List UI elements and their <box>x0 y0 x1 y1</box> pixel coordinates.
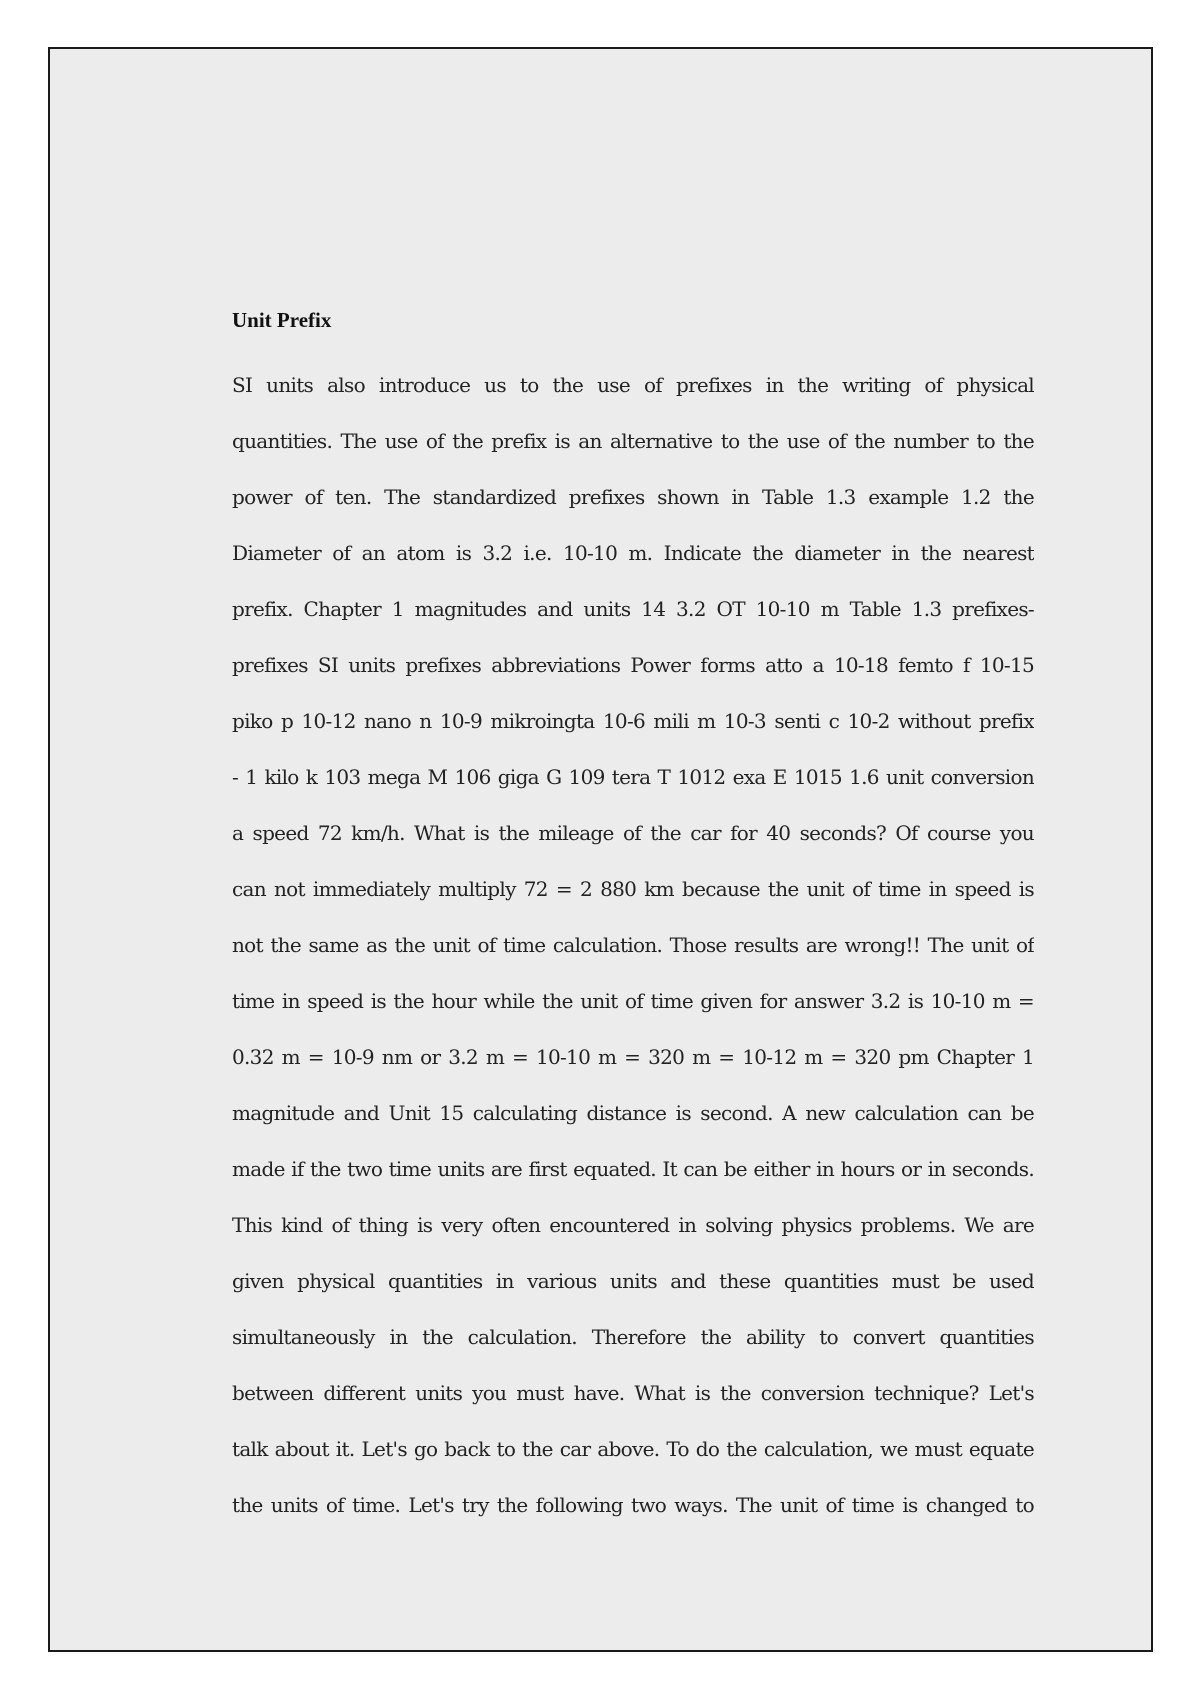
text-line: talk about it. Let's go back to the car above. To do the calculation, we must equate <box>232 1437 1034 1461</box>
text-line: quantities. The use of the prefix is an alternative to the use of the number to the <box>232 429 1034 453</box>
document-body <box>232 305 1034 1533</box>
body-paragraph <box>232 357 1034 1533</box>
text-line: between different units you must have. What is the conversion technique? Let's <box>232 1381 1034 1405</box>
text-line: magnitude and Unit 15 calculating distance is second. A new calculation can be <box>232 1101 1034 1125</box>
text-line: not the same as the unit of time calculation. Those results are wrong!! The unit of <box>232 933 1034 957</box>
text-line: given physical quantities in various units and these quantities must be used <box>232 1269 1034 1293</box>
text-line: prefixes SI units prefixes abbreviations Power forms atto a 10-18 femto f 10-15 <box>232 653 1034 677</box>
text-line: SI units also introduce us to the use of prefixes in the writing of physical <box>232 373 1034 397</box>
document-page <box>48 47 1153 1652</box>
text-line: time in speed is the hour while the unit of time given for answer 3.2 is 10-10 m = <box>232 989 1034 1013</box>
text-line: 0.32 m = 10-9 nm or 3.2 m = 10-10 m = 320 m = 10-12 m = 320 pm Chapter 1 <box>232 1045 1034 1069</box>
text-line: - 1 kilo k 103 mega M 106 giga G 109 tera T 1012 exa E 1015 1.6 unit conversion <box>232 765 1034 789</box>
text-line: This kind of thing is very often encountered in solving physics problems. We are <box>232 1213 1034 1237</box>
text-line: prefix. Chapter 1 magnitudes and units 14 3.2 OT 10-10 m Table 1.3 prefixes- <box>232 597 1034 621</box>
text-line: simultaneously in the calculation. Therefore the ability to convert quantities <box>232 1325 1034 1349</box>
text-line: made if the two time units are first equated. It can be either in hours or in seconds. <box>232 1157 1034 1181</box>
text-line: the units of time. Let's try the following two ways. The unit of time is changed to <box>232 1493 1034 1517</box>
section-heading: Unit Prefix <box>232 308 332 332</box>
text-line: power of ten. The standardized prefixes shown in Table 1.3 example 1.2 the <box>232 485 1034 509</box>
text-line: Diameter of an atom is 3.2 i.e. 10-10 m. Indicate the diameter in the nearest <box>232 541 1034 565</box>
text-line: piko p 10-12 nano n 10-9 mikroingta 10-6 mili m 10-3 senti c 10-2 without prefix <box>232 709 1034 733</box>
text-line: can not immediately multiply 72 = 2 880 km because the unit of time in speed is <box>232 877 1034 901</box>
text-line: a speed 72 km/h. What is the mileage of the car for 40 seconds? Of course you <box>232 821 1034 845</box>
